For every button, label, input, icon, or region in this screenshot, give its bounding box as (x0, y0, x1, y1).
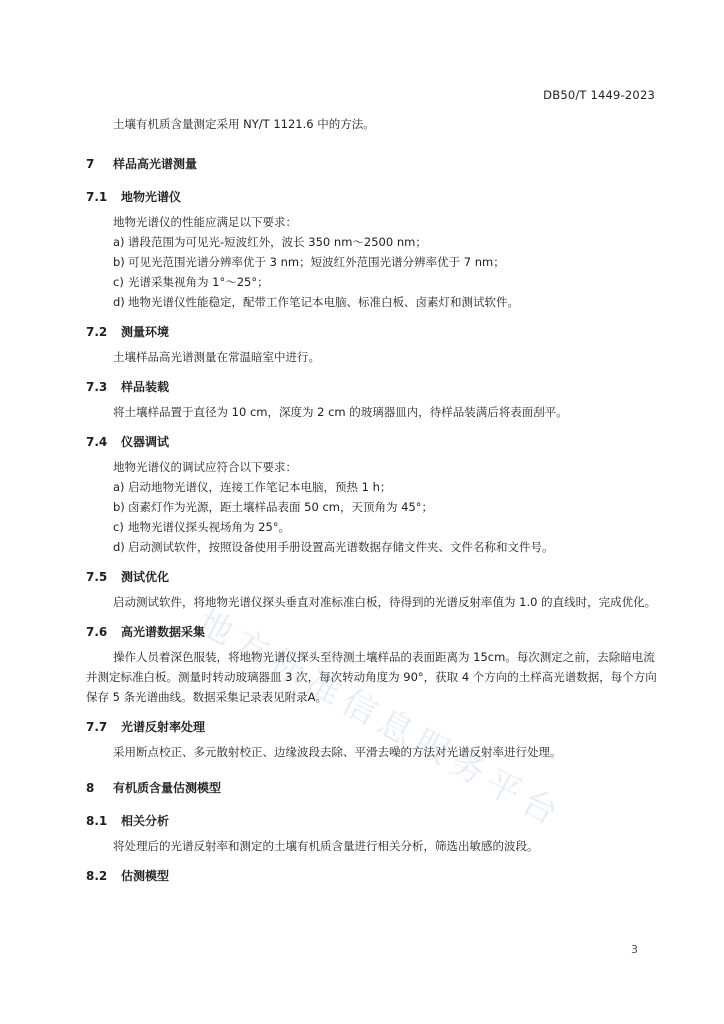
document-body (86, 114, 658, 886)
page-number: 3 (631, 943, 638, 956)
section-8-1-text: 将处理后的光谱反射率和测定的土壤有机质含量进行相关分析，筛选出敏感的波段。 (113, 839, 539, 853)
list-item (86, 272, 658, 292)
section-number: 7.7 (86, 720, 108, 734)
section-number: 8.2 (86, 869, 108, 883)
list-text: 启动测试软件，按照设备使用手册设置高光谱数据存储文件夹、文件名称和文件号。 (128, 540, 554, 554)
section-7-1-lead: 地物光谱仪的性能应满足以下要求： (113, 215, 297, 229)
section-7-2-heading (86, 322, 658, 342)
section-7-5-text: 启动测试软件，将地物光谱仪探头垂直对准标准白板，待得到的光谱反射率值为 1.0 的直线时，完成优化。 (113, 595, 657, 609)
standard-code: DB50/T 1449-2023 (543, 88, 655, 102)
list-marker: c) (113, 520, 124, 534)
list-item (86, 292, 658, 312)
section-7-1-heading (86, 187, 658, 207)
list-text: 谱段范围为可见光-短波红外，波长 350 nm～2500 nm； (128, 235, 427, 249)
intro-paragraph: 土壤有机质含量测定采用 NY/T 1121.6 中的方法。 (113, 117, 375, 131)
section-title: 高光谱数据采集 (121, 625, 206, 639)
list-text: 光谱采集视角为 1°～25°； (128, 275, 269, 289)
section-7-4-lead: 地物光谱仪的调试应符合以下要求： (113, 460, 297, 474)
section-title: 估测模型 (121, 869, 170, 883)
list-text: 地物光谱仪探头视场角为 25°。 (128, 520, 291, 534)
list-item (86, 232, 658, 252)
list-marker: c) (113, 275, 124, 289)
section-number: 7.5 (86, 570, 108, 584)
section-7-3-heading (86, 377, 658, 397)
section-7-4-list (86, 477, 658, 557)
section-7-3-text: 将土壤样品置于直径为 10 cm，深度为 2 cm 的玻璃器皿内，待样品装满后将表面刮平。 (113, 405, 568, 419)
section-title: 样品装载 (121, 380, 170, 394)
section-number: 8.1 (86, 814, 108, 828)
section-number: 7.4 (86, 435, 108, 449)
section-8-2-heading (86, 866, 658, 886)
section-title: 仪器调试 (121, 435, 170, 449)
section-8-1-heading (86, 811, 658, 831)
section-number: 7.1 (86, 190, 108, 204)
section-title: 有机质含量估测模型 (113, 781, 222, 795)
list-marker: b) (113, 255, 125, 269)
section-title: 测量环境 (121, 325, 170, 339)
list-marker: b) (113, 500, 125, 514)
list-marker: d) (113, 540, 125, 554)
list-item (86, 537, 658, 557)
section-number: 7.6 (86, 625, 108, 639)
list-text: 可见光范围光谱分辨率优于 3 nm；短波红外范围光谱分辨率优于 7 nm； (128, 255, 505, 269)
list-item (86, 517, 658, 537)
section-7-4-heading (86, 432, 658, 452)
section-7-1-list (86, 232, 658, 312)
section-number: 7 (86, 157, 95, 171)
section-7-7-heading (86, 717, 658, 737)
section-title: 测试优化 (121, 570, 170, 584)
list-marker: d) (113, 295, 125, 309)
section-7-7-text: 采用断点校正、多元散射校正、边缘波段去除、平滑去噪的方法对光谱反射率进行处理。 (113, 745, 562, 759)
watermark: 地 方 标 准 信 息 服 务 平 台 (190, 601, 564, 834)
section-number: 7.2 (86, 325, 108, 339)
list-marker: a) (113, 480, 125, 494)
section-7-6-text: 操作人员着深色服装，将地物光谱仪探头至待测土壤样品的表面距离为 15cm。每次测定之前，去除暗电流并测定标准白板。测量时转动玻璃器皿 3 次，每次转动角度为 90°，获取 4 个方向的土样高光谱数据，每个方向保存 5 条光谱曲线。数据采集记录表见附录A。 (86, 650, 657, 704)
section-title: 相关分析 (121, 814, 170, 828)
list-item (86, 477, 658, 497)
section-7-heading (86, 154, 658, 174)
list-text: 地物光谱仪性能稳定，配带工作笔记本电脑、标准白板、卤素灯和测试软件。 (128, 295, 519, 309)
section-8-heading (86, 778, 658, 798)
section-title: 样品高光谱测量 (113, 157, 198, 171)
list-item (86, 497, 658, 517)
list-text: 启动地物光谱仪，连接工作笔记本电脑，预热 1 h； (128, 480, 392, 494)
list-item (86, 252, 658, 272)
list-text: 卤素灯作为光源，距土壤样品表面 50 cm，天顶角为 45°； (128, 500, 434, 514)
section-7-5-heading (86, 567, 658, 587)
section-number: 7.3 (86, 380, 108, 394)
list-marker: a) (113, 235, 125, 249)
section-title: 光谱反射率处理 (121, 720, 206, 734)
section-7-6-heading (86, 622, 658, 642)
section-7-2-text: 土壤样品高光谱测量在常温暗室中进行。 (113, 350, 320, 364)
section-number: 8 (86, 781, 95, 795)
section-title: 地物光谱仪 (121, 190, 182, 204)
